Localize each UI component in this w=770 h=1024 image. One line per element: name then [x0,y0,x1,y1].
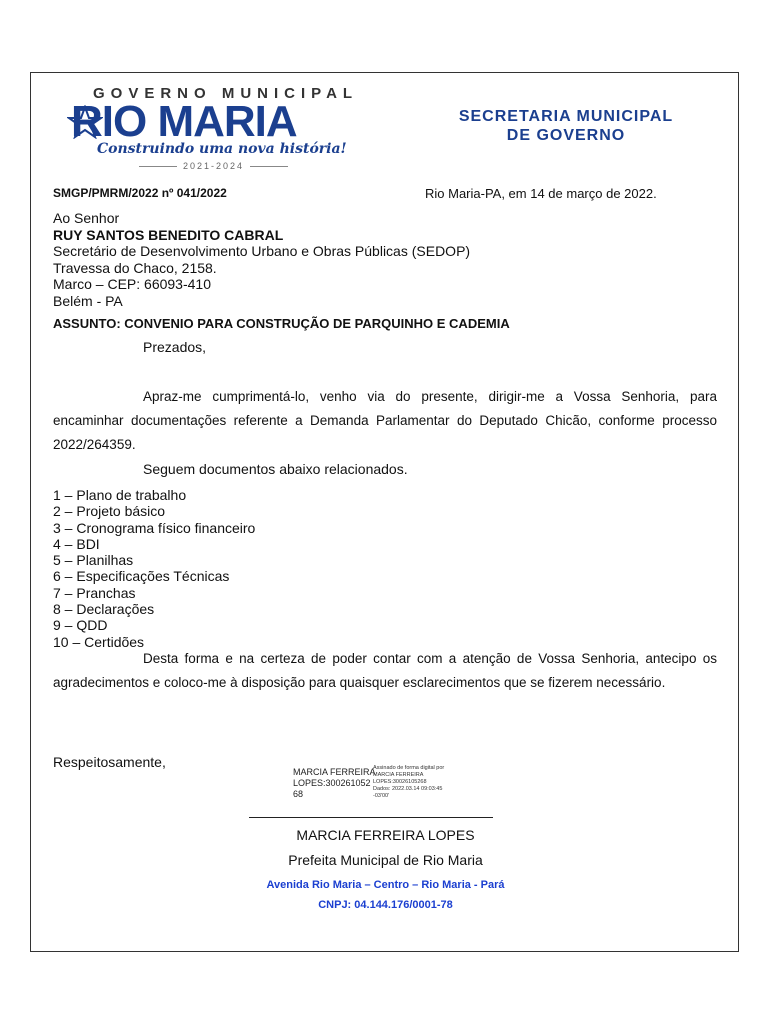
signer-name: MARCIA FERREIRA LOPES [296,827,475,843]
stamp-details [373,765,463,800]
document-list [53,487,255,650]
list-item: 3 – Cronograma físico financeiro [53,519,256,536]
recipient-name: RUY SANTOS BENEDITO CABRAL [53,226,284,243]
secretaria-line1: SECRETARIA MUNICIPAL [458,108,674,125]
reference-number: SMGP/PMRM/2022 nº 041/2022 [53,186,227,200]
stamp-line2: LOPES:300261052 [293,778,371,788]
logo-years: 2021-2024 [133,161,294,171]
paragraph-1: Apraz-me cumprimentá-lo, venho via do presente, dirigir-me a Vossa Senhoria, para encaminhar documentações referente a Demanda Parlamentar do Deputado Chicão, conforme processo 2022/264359. [53,389,717,452]
salutation: Prezados, [143,339,207,355]
stamp-detail5: -03'00' [373,793,390,799]
stamp-detail1: Assinado de forma digital por [373,765,445,771]
recipient-title: Secretário de Desenvolvimento Urbano e Obras Públicas (SEDOP) [53,243,471,259]
list-item: 4 – BDI [53,535,100,552]
address-line3: Belém - PA [53,292,123,309]
address-line1: Travessa do Chaco, 2158. [53,259,217,276]
list-item: 8 – Declarações [53,601,155,618]
stamp-detail2: MARCIA FERREIRA [373,772,424,778]
list-item: 5 – Planilhas [53,552,134,569]
stamp-detail4: Dados: 2022.03.14 09:03:45 [373,786,443,792]
list-item: 7 – Pranchas [53,584,136,601]
recipient-block [53,210,470,309]
address-line2: Marco – CEP: 66093-410 [53,276,211,292]
subject-line: ASSUNTO: CONVENIO PARA CONSTRUÇÃO DE PARQUINHO E CADEMIA [53,316,510,331]
list-item: 1 – Plano de trabalho [53,487,187,503]
footer-address: Avenida Rio Maria – Centro – Rio Maria - Pará [266,879,505,891]
letter-date: Rio Maria-PA, em 14 de março de 2022. [425,186,657,201]
paragraph-2: Seguem documentos abaixo relacionados. [143,461,408,477]
list-item: 6 – Especificações Técnicas [53,568,230,585]
stamp-line1: MARCIA FERREIRA [293,767,376,777]
list-item: 9 – QDD [53,617,108,634]
stamp-name [293,767,376,800]
secretaria-line2: DE GOVERNO [506,127,626,144]
letter-page [30,72,739,952]
stamp-line3: 68 [293,789,304,799]
logo-slogan: Construindo uma nova história! [97,141,347,157]
logo-gov-label: GOVERNO MUNICIPAL [93,85,359,102]
signature-line [249,817,493,818]
signer-role: Prefeita Municipal de Rio Maria [288,852,483,868]
closing: Respeitosamente, [53,754,166,770]
logo-city-name: RIO MARIA [71,97,297,146]
secretaria-title [411,107,721,145]
municipal-logo [51,81,381,171]
footer-cnpj: CNPJ: 04.144.176/0001-78 [318,899,453,911]
list-item: 2 – Projeto básico [53,503,166,520]
paragraph-3: Desta forma e na certeza de poder contar com a atenção de Vossa Senhoria, antecipo os agradecimentos e coloco-me à disposição para quaisquer esclarecimentos que se fizerem necessário. [53,651,717,690]
list-item: 10 – Certidões [53,633,145,650]
stamp-detail3: LOPES:30026105268 [373,779,427,785]
digital-signature-stamp [293,767,483,807]
recipient-greeting: Ao Senhor [53,210,120,226]
